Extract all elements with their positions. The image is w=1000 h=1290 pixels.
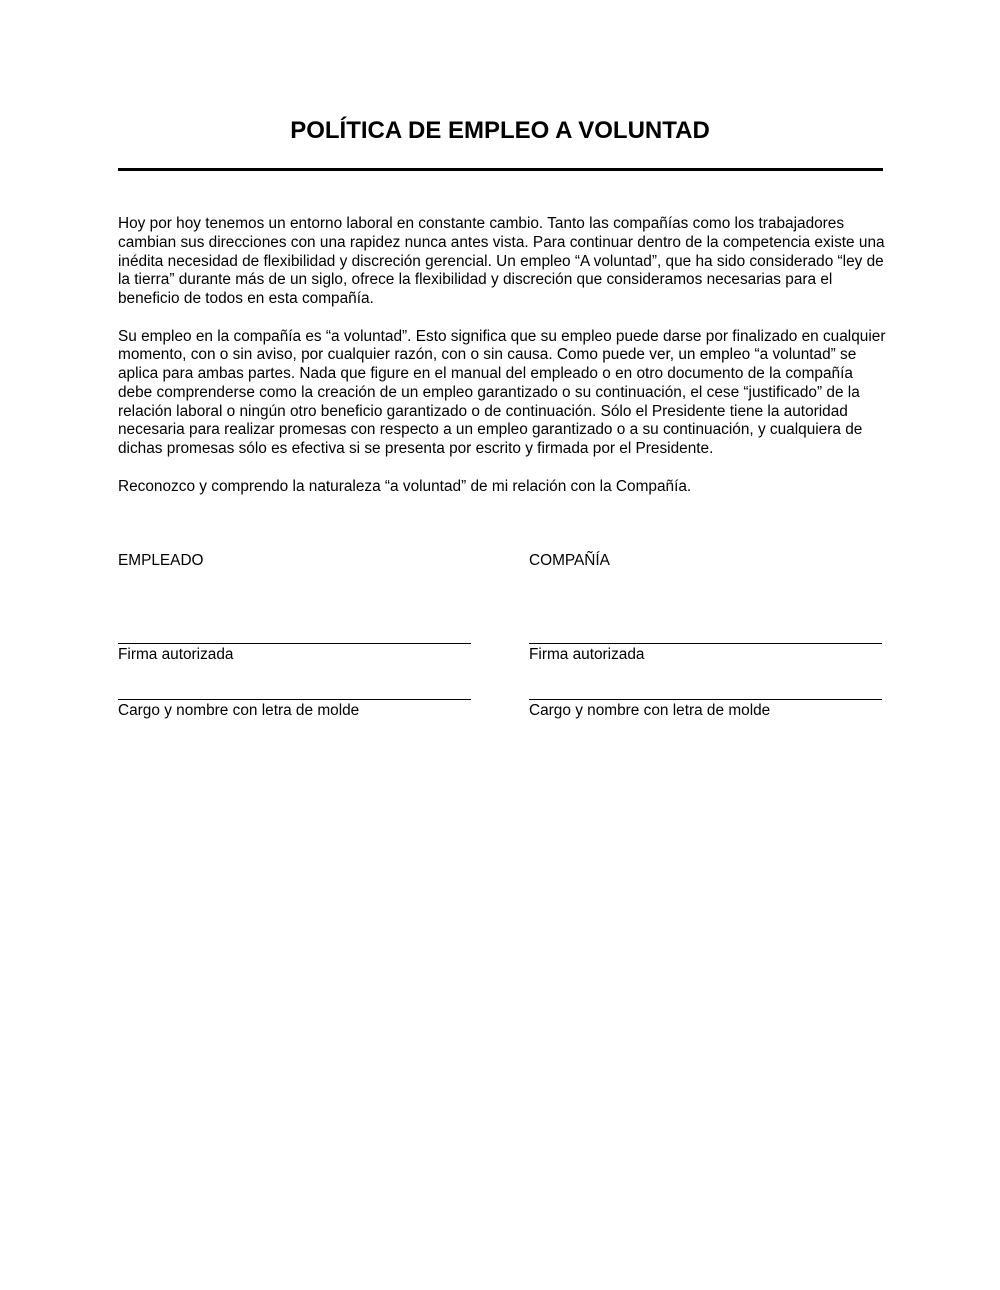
document-body bbox=[118, 215, 886, 515]
employee-name-label: Cargo y nombre con letra de molde bbox=[118, 702, 360, 719]
employee-signature-line[interactable] bbox=[118, 643, 471, 644]
employee-heading: EMPLEADO bbox=[118, 552, 204, 569]
title-divider bbox=[118, 168, 883, 171]
company-signature-label: Firma autorizada bbox=[529, 646, 645, 663]
employee-name-line[interactable] bbox=[118, 699, 471, 700]
employee-signature-label: Firma autorizada bbox=[118, 646, 234, 663]
company-name-label: Cargo y nombre con letra de molde bbox=[529, 702, 771, 719]
company-signature-line[interactable] bbox=[529, 643, 882, 644]
paragraph-acknowledgement: Reconozco y comprendo la naturaleza “a voluntad” de mi relación con la Compañía. bbox=[118, 477, 692, 495]
company-name-line[interactable] bbox=[529, 699, 882, 700]
paragraph-intro: Hoy por hoy tenemos un entorno laboral en constante cambio. Tanto las compañías como los trabajadores cambian sus direcciones con una rapidez nunca antes vista. Para continuar dentro de la competencia existe una inédita necesidad de flexibilidad y discreción gerencial. Un empleo “A voluntad”, que ha sido considerado “ley de la tierra” durante más de un siglo, ofrece la flexibilidad y discreción que consideramos necesarias para el beneficio de todos en esta compañía. bbox=[118, 215, 885, 307]
paragraph-policy: Su empleo en la compañía es “a voluntad”. Esto significa que su empleo puede darse por finalizado en cualquier momento, con o sin aviso, por cualquier razón, con o sin causa. Como puede ver, un empleo “a voluntad” se aplica para ambas partes. Nada que figure en el manual del empleado o en otro documento de la compañía debe comprenderse como la creación de un empleo garantizado o su continuación, el cese “justificado” de la relación laboral o ningún otro beneficio garantizado o de continuación. Sólo el Presidente tiene la autoridad necesaria para realizar promesas con respecto a un empleo garantizado o a su continuación, y cualquiera de dichas promesas sólo es efectiva si se presenta por escrito y firmada por el Presidente. bbox=[118, 327, 886, 457]
company-heading: COMPAÑÍA bbox=[529, 552, 610, 569]
document-title: POLÍTICA DE EMPLEO A VOLUNTAD bbox=[290, 117, 710, 144]
